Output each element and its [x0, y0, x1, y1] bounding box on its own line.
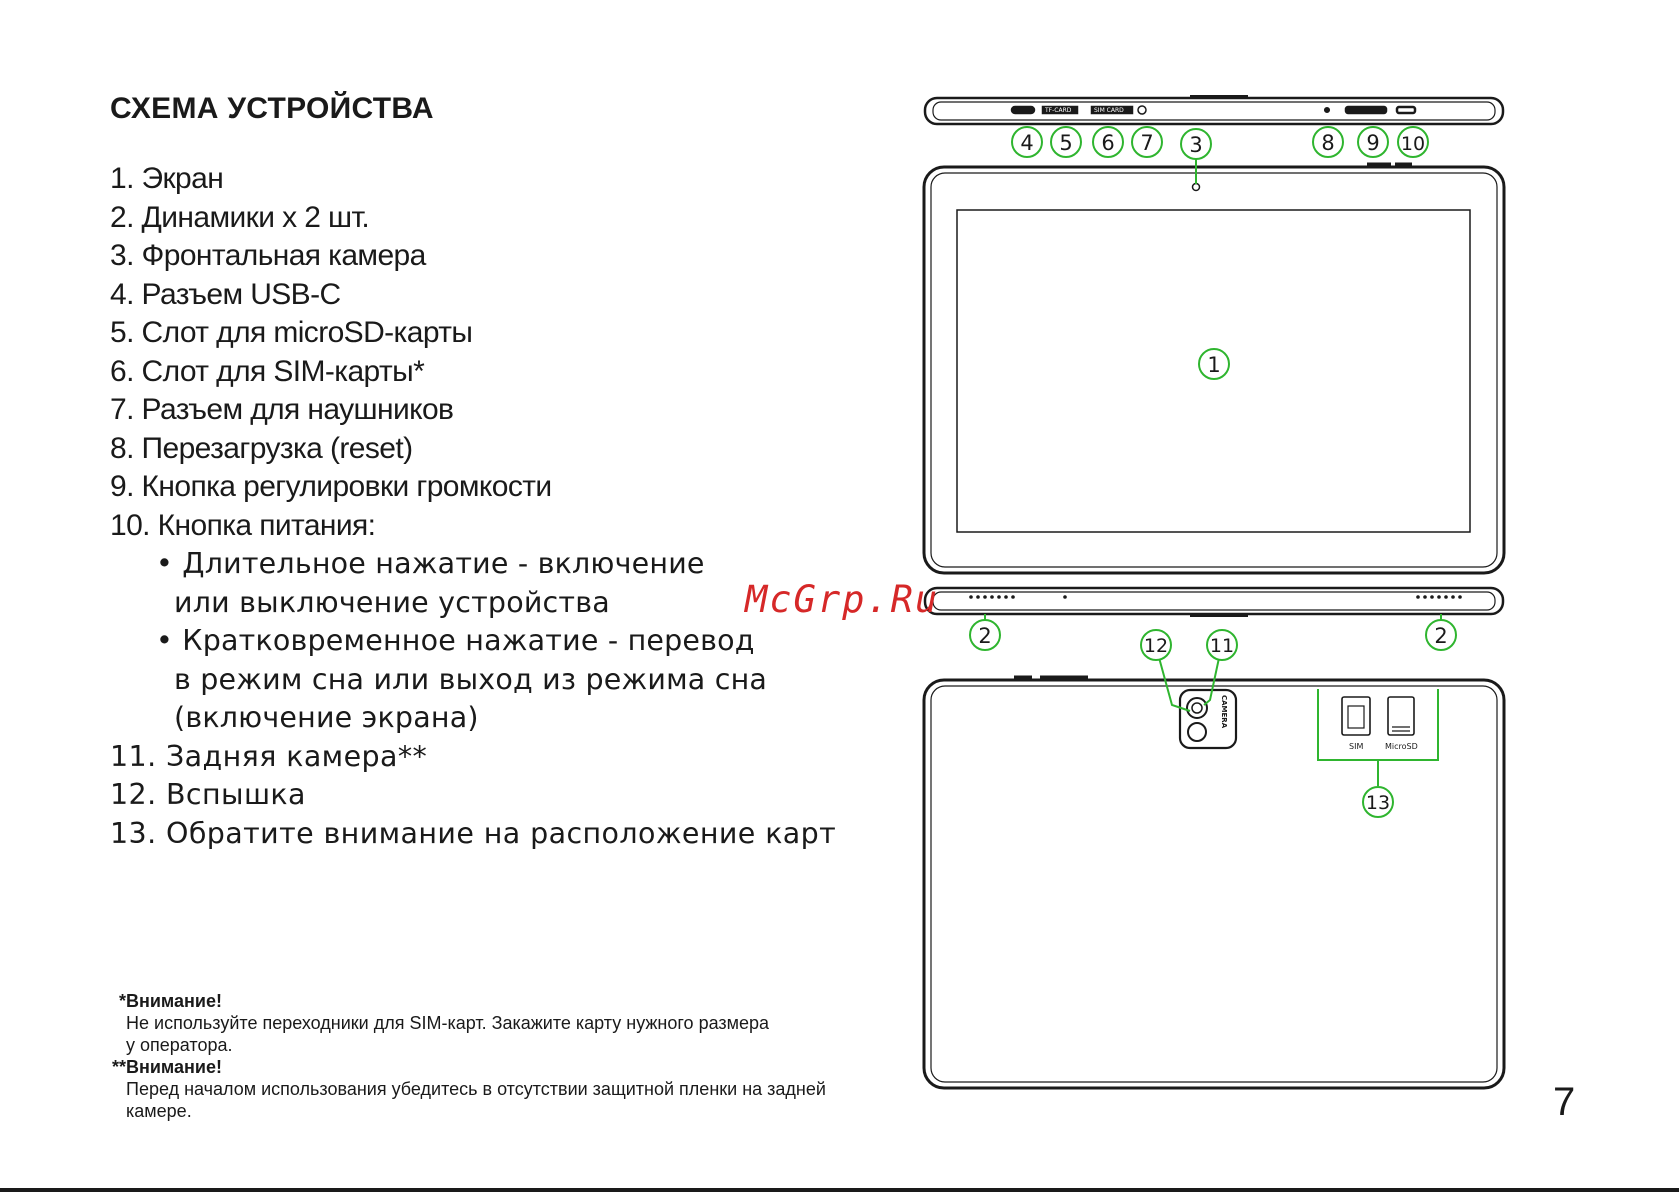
callout-6: [1093, 127, 1123, 157]
footnote-line: Перед началом использования убедитесь в отсутствии защитной пленки на задней: [126, 1079, 826, 1099]
speaker-right-icon: [1416, 595, 1462, 599]
legend-item-headphone-jack: 7. Разъем для наушников: [110, 393, 454, 426]
sim-card-icon: [1342, 697, 1370, 735]
callout-10: [1398, 127, 1428, 157]
callout-3: [1181, 129, 1211, 159]
svg-text:11: 11: [1209, 635, 1235, 657]
flash-icon: [1188, 723, 1206, 741]
legend-subitem-short-press-cont2: (включение экрана): [174, 701, 479, 734]
volume-button-icon: [1346, 107, 1386, 113]
front-camera-icon: [1193, 184, 1200, 191]
page-number: 7: [1553, 1080, 1576, 1124]
headphone-jack-icon: [1138, 106, 1146, 114]
svg-text:10: 10: [1400, 133, 1426, 155]
microphone-icon: [1063, 595, 1067, 599]
svg-text:2: 2: [1434, 624, 1448, 648]
legend-item-card-orientation: 13. Обратите внимание на расположение карт: [110, 816, 837, 850]
sim-slot-label: SIM CARD: [1094, 107, 1124, 114]
svg-text:6: 6: [1101, 131, 1115, 155]
reset-hole-icon: [1325, 108, 1329, 112]
callout-1: [1199, 349, 1229, 379]
legend-item-volume-button: 9. Кнопка регулировки громкости: [110, 470, 552, 503]
legend-item-screen: 1. Экран: [110, 162, 224, 195]
svg-text:9: 9: [1366, 131, 1380, 155]
footnote-marker: *: [118, 991, 126, 1011]
legend-subitem-long-press-cont: или выключение устройства: [174, 585, 610, 619]
legend-item-usb-c: 4. Разъем USB-C: [110, 277, 341, 311]
legend-item-sim-slot: 6. Слот для SIM-карты*: [110, 354, 425, 388]
svg-text:4: 4: [1020, 131, 1034, 155]
svg-text:3: 3: [1189, 133, 1203, 157]
legend-item-microsd-slot: 5. Слот для microSD-карты: [110, 316, 473, 349]
sim-card-label: SIM: [1349, 742, 1364, 751]
footnote-line: у оператора.: [126, 1035, 233, 1055]
callout-4: [1012, 127, 1042, 157]
rear-camera-lens-icon: [1187, 698, 1207, 718]
power-button-icon: [1397, 107, 1415, 113]
microsd-card-label: MicroSD: [1385, 742, 1418, 751]
device-top-edge: [925, 96, 1503, 124]
watermark: McGrp.Ru: [745, 578, 940, 621]
footnote-heading: Внимание!: [126, 991, 222, 1011]
device-back: [924, 677, 1504, 1088]
callout-markers: [970, 127, 1456, 817]
legend-item-speakers: 2. Динамики х 2 шт.: [110, 200, 370, 234]
svg-text:8: 8: [1321, 131, 1335, 155]
svg-text:7: 7: [1140, 131, 1154, 155]
legend-item-flash: 12. Вспышка: [110, 778, 306, 811]
footnote-line: камере.: [126, 1101, 192, 1121]
svg-text:12: 12: [1143, 635, 1169, 657]
callout-7: [1132, 127, 1162, 157]
legend-item-power-button: 10. Кнопка питания:: [110, 508, 376, 542]
callout-2-left: [970, 620, 1000, 650]
callout-12: [1141, 630, 1171, 660]
sd-slot-label: TF-CARD: [1045, 107, 1072, 114]
footnote-line: Не используйте переходники для SIM-карт. Закажите карту нужного размера: [126, 1013, 770, 1033]
footnote-marker: **: [111, 1057, 126, 1077]
page-title: СХЕМА УСТРОЙСТВА: [110, 92, 434, 125]
legend-item-rear-camera: 11. Задняя камера**: [110, 739, 428, 773]
device-bottom-edge: [925, 588, 1503, 616]
callout-5: [1051, 127, 1081, 157]
speaker-left-icon: [969, 595, 1015, 599]
microsd-card-icon: [1388, 697, 1414, 735]
svg-text:13: 13: [1365, 792, 1391, 814]
callout-11: [1207, 630, 1237, 660]
footnote-heading: Внимание!: [126, 1057, 222, 1077]
camera-label: CAMERA: [1220, 695, 1228, 729]
legend-item-reset: 8. Перезагрузка (reset): [110, 431, 413, 465]
callout-9: [1358, 127, 1388, 157]
svg-text:5: 5: [1059, 131, 1073, 155]
callout-2-right: [1426, 620, 1456, 650]
legend-subitem-short-press: • Кратковременное нажатие - перевод: [156, 624, 755, 657]
callout-13: [1363, 787, 1393, 817]
svg-text:2: 2: [978, 624, 992, 648]
legend-subitem-short-press-cont: в режим сна или выход из режима сна: [174, 662, 768, 696]
svg-text:1: 1: [1207, 353, 1221, 377]
legend-item-front-camera: 3. Фронтальная камера: [110, 239, 426, 272]
bottom-rule: [0, 1188, 1679, 1192]
callout-8: [1313, 127, 1343, 157]
legend-subitem-long-press: • Длительное нажатие - включение: [156, 547, 705, 580]
usb-c-port-icon: [1012, 107, 1034, 113]
